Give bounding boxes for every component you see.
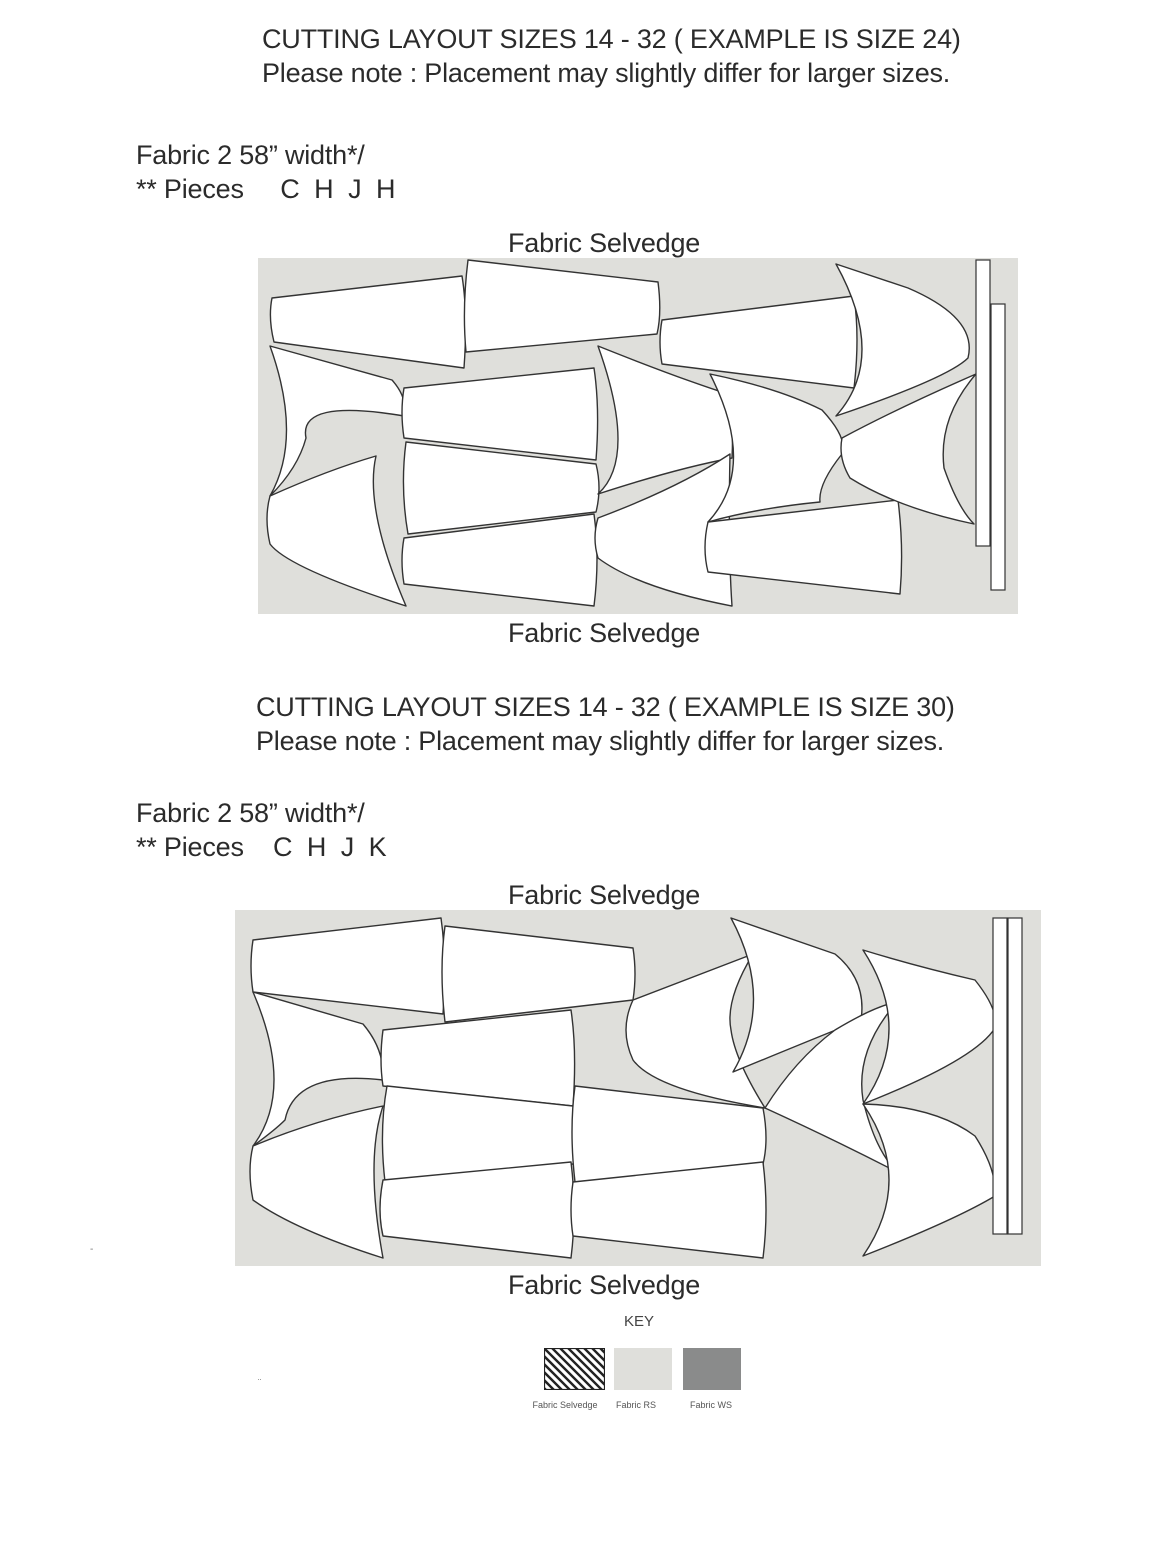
selvedge-strip [1008,918,1022,1234]
layout-2-selvedge-bottom-label: Fabric Selvedge [508,1270,701,1300]
cutting-layout-1 [258,258,1018,614]
swatch-fabric-selvedge [544,1348,605,1390]
swatch-fabric-ws [683,1348,741,1390]
selvedge-strip [976,260,990,546]
layout-1-heading: CUTTING LAYOUT SIZES 14 - 32 ( EXAMPLE IS SIZE 24) [262,24,961,54]
swatch-fabric-rs [614,1348,672,1390]
layout-2-fabric-spec: Fabric 2 58” width*/ [136,798,365,828]
stray-dash-mark: - [90,1244,94,1255]
key-title: KEY [624,1313,655,1330]
layout-2-heading: CUTTING LAYOUT SIZES 14 - 32 ( EXAMPLE IS SIZE 30) [256,692,955,722]
cutting-layout-2 [235,910,1041,1266]
layout-1-selvedge-bottom-label: Fabric Selvedge [508,618,701,648]
layout-1-selvedge-top-label: Fabric Selvedge [508,228,701,258]
key-label-fabric-rs: Fabric RS [615,1400,656,1410]
selvedge-strip [991,304,1005,590]
layout-2-selvedge-top-label: Fabric Selvedge [508,880,701,910]
layout-1-note: Please note : Placement may slightly differ for larger sizes. [262,58,951,88]
layout-1-pieces: ** Pieces C H J H [136,174,396,204]
layout-2-pieces: ** Pieces C H J K [136,832,387,862]
layout-2-note: Please note : Placement may slightly differ for larger sizes. [256,726,945,756]
key-label-fabric-selvedge: Fabric Selvedge [532,1400,598,1410]
layout-1-fabric-spec: Fabric 2 58” width*/ [136,140,365,170]
stray-dot-mark: ¨ [258,1378,262,1389]
key-label-fabric-ws: Fabric WS [689,1400,732,1410]
selvedge-strip [993,918,1007,1234]
